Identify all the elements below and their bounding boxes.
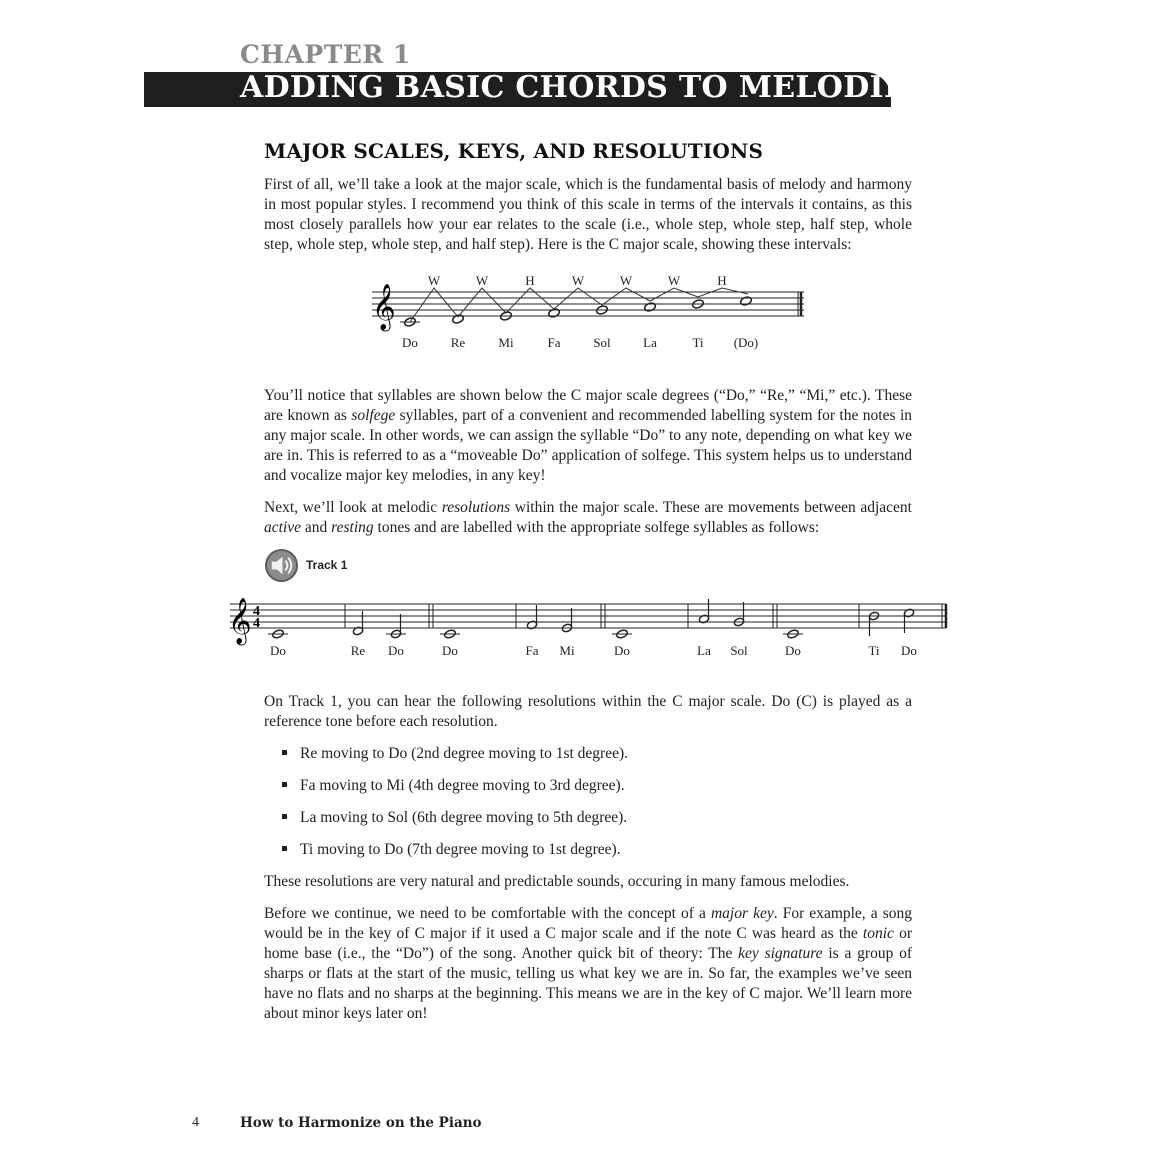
whole-note	[612, 629, 632, 639]
syllable-label: La	[697, 643, 711, 658]
key-text-4: is a group of sharps or flats at the start of the music, telling us what key we are in. So far, the examples we’ve seen have no flats and no sharps at the beginning. This means we are in the key of C major. We’ll learn more about minor keys later on!	[264, 945, 913, 1022]
syllable-label: Do	[785, 643, 801, 658]
page-number: 4	[192, 1115, 199, 1130]
speaker-icon[interactable]	[264, 548, 299, 583]
syllable-label: Re	[450, 335, 466, 350]
half-note	[733, 602, 744, 627]
half-note	[526, 605, 537, 630]
chapter-title: ADDING BASIC CHORDS TO MELODIES	[240, 70, 929, 105]
list-item-text: Ti moving to Do (7th degree moving to 1st degree).	[300, 841, 621, 858]
interval-label: W	[571, 273, 585, 288]
syllable-label: Do	[270, 643, 286, 658]
interval-zigzag	[410, 288, 748, 322]
time-signature-top: 4	[253, 604, 260, 619]
bullet-icon	[282, 846, 287, 851]
bullet-icon	[282, 750, 287, 755]
bullet-icon	[282, 782, 287, 787]
treble-clef-icon: 𝄞	[372, 284, 396, 329]
interval-label: W	[667, 273, 681, 288]
whole-note	[783, 629, 803, 639]
resolutions-intro-paragraph	[264, 498, 912, 538]
syllable-label: Ti	[868, 643, 880, 658]
bullet-icon	[282, 814, 287, 819]
list-item-text: Re moving to Do (2nd degree moving to 1st degree).	[300, 745, 629, 762]
list-item	[282, 744, 902, 776]
next-text-2: within the major scale. These are movements between adjacent	[510, 499, 912, 516]
syllable-label: Re	[350, 643, 366, 658]
track-paragraph: On Track 1, you can hear the following resolutions within the C major scale. Do (C) is played as a reference tone before each resolution.	[264, 693, 912, 730]
syllable-label: La	[643, 335, 657, 350]
tonic-term: tonic	[862, 925, 894, 942]
syllable-label: Mi	[559, 643, 575, 658]
track-label[interactable]: Track 1	[306, 558, 348, 572]
solfege-text-1: You’ll notice that syllables are shown below the C major scale degrees (“Do,” “Re,” “Mi,” etc.). These are known as	[264, 387, 912, 424]
next-text-1: Next, we’ll look at melodic	[264, 499, 442, 516]
key-text-2: . For example, a song would be in the key of C major if it used a C major scale and if the note C was heard as the	[264, 905, 913, 942]
syllable-label: Do	[402, 335, 418, 350]
whole-note	[452, 314, 465, 325]
syllable-label: Sol	[593, 335, 611, 350]
time-signature-bottom: 4	[253, 616, 260, 631]
interval-label: W	[619, 273, 633, 288]
list-item-text: La moving to Sol (6th degree moving to 5th degree).	[300, 809, 628, 826]
book-title: How to Harmonize on the Piano	[240, 1115, 482, 1131]
intro-paragraph: First of all, we’ll take a look at the major scale, which is the fundamental basis of melody and harmony in most popular styles. I recommend you think of this scale in terms of the intervals it contains, as this most closely parallels how your ear relates to the scale (i.e., whole step, whole step, half step, whole step, whole step, whole step, and half step). Here is the C major scale, showing these intervals:	[264, 176, 912, 253]
major-key-paragraph	[264, 904, 912, 1024]
solfege-paragraph	[264, 386, 912, 486]
list-item	[282, 840, 902, 872]
next-text-3: and	[301, 519, 332, 536]
list-item-text: Fa moving to Mi (4th degree moving to 3rd degree).	[300, 777, 625, 794]
whole-note	[548, 308, 561, 319]
resolutions-staff	[226, 592, 952, 660]
interval-label: W	[475, 273, 489, 288]
resolution-syllables	[270, 643, 917, 658]
syllable-label: (Do)	[733, 335, 759, 350]
syllable-label: Fa	[547, 335, 561, 350]
half-note	[868, 611, 879, 636]
resolutions-list	[282, 744, 902, 872]
half-note	[698, 599, 709, 624]
whole-note	[268, 629, 288, 639]
resolution-notes	[268, 599, 915, 639]
scale-syllables	[402, 335, 758, 350]
syllable-label: Mi	[498, 335, 514, 350]
key-signature-term: key signature	[738, 945, 823, 962]
whole-note	[400, 317, 420, 328]
staff-lines	[230, 604, 946, 628]
syllable-label: Do	[901, 643, 917, 658]
treble-clef-icon: 𝄞	[228, 598, 252, 643]
resting-term: resting	[331, 519, 374, 536]
active-term: active	[264, 519, 302, 536]
half-note	[352, 611, 363, 636]
syllable-label: Sol	[730, 643, 748, 658]
syllable-label: Ti	[692, 335, 704, 350]
interval-label: W	[427, 273, 441, 288]
syllable-label: Fa	[525, 643, 539, 658]
natural-sounds-paragraph: These resolutions are very natural and predictable sounds, occuring in many famous melodies.	[264, 873, 850, 890]
chapter-label: CHAPTER 1	[240, 40, 411, 69]
half-note	[386, 614, 406, 639]
key-text-1: Before we continue, we need to be comfortable with the concept of a	[264, 905, 711, 922]
whole-note	[740, 296, 753, 307]
whole-note	[644, 302, 657, 313]
major-key-term: major key	[710, 905, 774, 922]
list-item	[282, 776, 902, 808]
half-note	[561, 608, 572, 633]
section-heading: MAJOR SCALES, KEYS, AND RESOLUTIONS	[264, 139, 764, 163]
solfege-term: solfege	[351, 407, 396, 424]
interval-label: H	[525, 273, 535, 288]
interval-label: H	[717, 273, 727, 288]
syllable-label: Do	[614, 643, 630, 658]
c-major-scale-staff	[368, 270, 810, 356]
interval-labels	[428, 273, 727, 288]
list-item	[282, 808, 902, 840]
half-note	[903, 608, 914, 633]
next-text-4: tones and are labelled with the appropriate solfege syllables as follows:	[373, 519, 820, 536]
syllable-label: Do	[388, 643, 404, 658]
whole-note	[440, 629, 460, 639]
resolutions-term: resolutions	[441, 499, 511, 516]
syllable-label: Do	[442, 643, 458, 658]
solfege-text-2: syllables, part of a convenient and recommended labelling system for the notes in any major scale. In other words, we can assign the syllable “Do” to any note, depending on what key we are in. This is referred to as a “moveable Do” application of solfege. This system helps us to understand and vocalize major key melodies, in any key!	[264, 407, 912, 484]
key-text-3: or home base (i.e., the “Do”) of the song. Another quick bit of theory: The	[264, 925, 912, 962]
